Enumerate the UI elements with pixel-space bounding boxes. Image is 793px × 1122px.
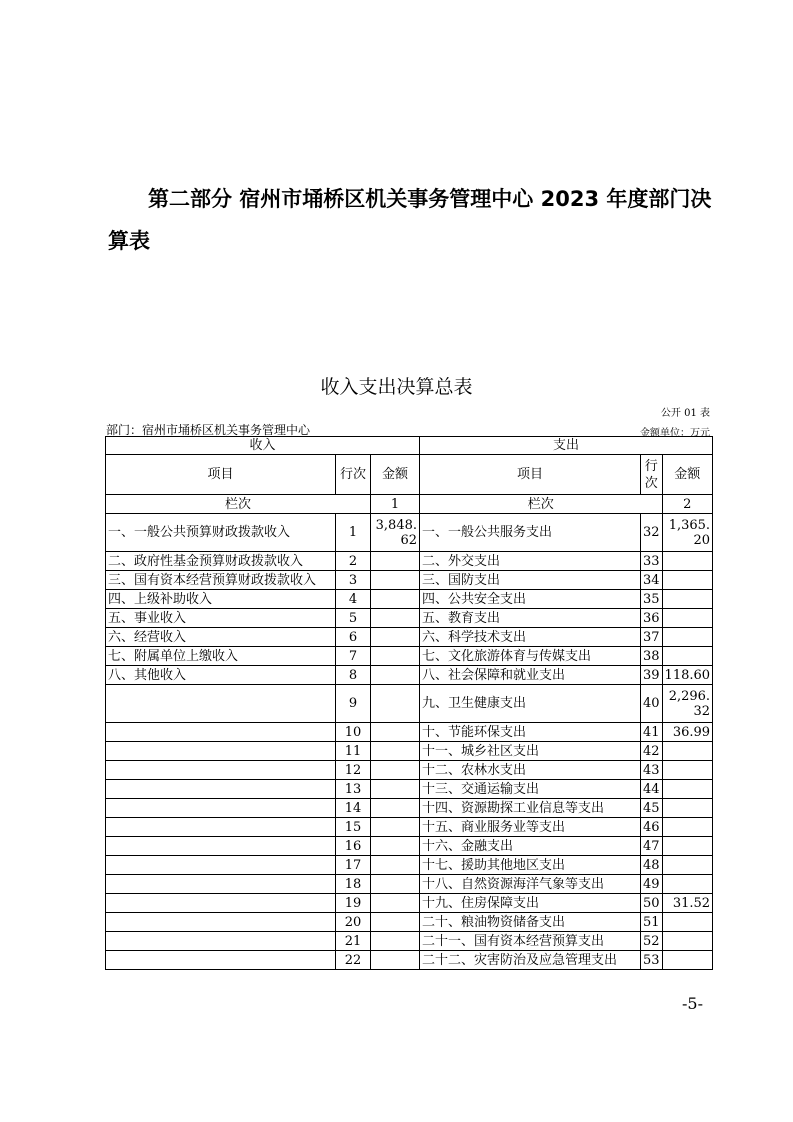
table-row — [106, 571, 713, 590]
income-item-cell — [106, 894, 336, 913]
income-amount-cell — [371, 552, 420, 571]
expense-amount-cell — [662, 818, 713, 837]
table-row — [106, 628, 713, 647]
income-amount-cell — [371, 894, 420, 913]
expense-line-cell: 49 — [641, 875, 663, 894]
income-line-cell: 10 — [336, 723, 371, 742]
table-row — [106, 609, 713, 628]
table-row — [106, 647, 713, 666]
expense-item-cell: 十五、商业服务业等支出 — [420, 818, 641, 837]
income-item-cell: 二、政府性基金预算财政拨款收入 — [106, 552, 336, 571]
income-amount-cell — [371, 913, 420, 932]
expense-item-cell: 十九、住房保障支出 — [420, 894, 641, 913]
income-line-cell: 16 — [336, 837, 371, 856]
income-item-cell: 一、一般公共预算财政拨款收入 — [106, 514, 336, 552]
income-line-cell: 12 — [336, 761, 371, 780]
income-item-cell — [106, 742, 336, 761]
table-row — [106, 761, 713, 780]
income-item-cell — [106, 856, 336, 875]
expense-col-label: 栏次 — [420, 495, 663, 514]
expense-line-cell: 42 — [641, 742, 663, 761]
expense-item-cell: 二、外交支出 — [420, 552, 641, 571]
expense-line-cell: 34 — [641, 571, 663, 590]
unit-label: 金额单位：万元 — [640, 428, 710, 439]
expense-amount-cell: 118.60 — [662, 666, 713, 685]
expense-line-cell: 37 — [641, 628, 663, 647]
income-line-cell: 2 — [336, 552, 371, 571]
table-row — [106, 780, 713, 799]
income-amount-cell — [371, 628, 420, 647]
expense-amount-cell: 2,296.32 — [662, 685, 713, 723]
expense-item-cell: 十、节能环保支出 — [420, 723, 641, 742]
income-line-cell: 1 — [336, 514, 371, 552]
income-line-cell: 18 — [336, 875, 371, 894]
expense-amount-cell — [662, 571, 713, 590]
expense-item-cell: 三、国防支出 — [420, 571, 641, 590]
expense-item-cell: 二十、粮油物资储备支出 — [420, 913, 641, 932]
income-item-cell — [106, 875, 336, 894]
income-amount-cell — [371, 837, 420, 856]
expense-line-cell: 51 — [641, 913, 663, 932]
income-amount-cell — [371, 571, 420, 590]
expense-amount-cell — [662, 552, 713, 571]
table-row — [106, 666, 713, 685]
expense-item-cell: 十六、金融支出 — [420, 837, 641, 856]
expense-line-cell: 32 — [641, 514, 663, 552]
expense-line-cell: 35 — [641, 590, 663, 609]
income-expense-table — [105, 436, 713, 970]
table-row — [106, 932, 713, 951]
expense-amount-cell: 31.52 — [662, 894, 713, 913]
income-item-cell: 七、附属单位上缴收入 — [106, 647, 336, 666]
expense-item-cell: 七、文化旅游体育与传媒支出 — [420, 647, 641, 666]
income-line-cell: 11 — [336, 742, 371, 761]
income-item-cell: 六、经营收入 — [106, 628, 336, 647]
table-row — [106, 723, 713, 742]
expense-line-cell: 36 — [641, 609, 663, 628]
expense-item-header: 项目 — [420, 455, 641, 495]
table-row — [106, 590, 713, 609]
expense-line-cell: 48 — [641, 856, 663, 875]
expense-item-cell: 九、卫生健康支出 — [420, 685, 641, 723]
income-line-cell: 15 — [336, 818, 371, 837]
expense-amount-cell — [662, 913, 713, 932]
table-row — [106, 514, 713, 552]
income-item-cell — [106, 780, 336, 799]
income-item-cell — [106, 723, 336, 742]
expense-item-cell: 十八、自然资源海洋气象等支出 — [420, 875, 641, 894]
table-row — [106, 685, 713, 723]
section-heading-line2: 算表 — [108, 229, 150, 253]
expense-line-cell: 41 — [641, 723, 663, 742]
income-amount-cell — [371, 780, 420, 799]
income-item-cell — [106, 818, 336, 837]
income-line-cell: 3 — [336, 571, 371, 590]
expense-amount-cell — [662, 875, 713, 894]
expense-amount-cell — [662, 742, 713, 761]
expense-amount-cell — [662, 590, 713, 609]
expense-line-cell: 44 — [641, 780, 663, 799]
table-row — [106, 913, 713, 932]
income-amount-cell — [371, 856, 420, 875]
expense-line-cell: 50 — [641, 894, 663, 913]
expense-line-cell: 46 — [641, 818, 663, 837]
income-col-number: 1 — [371, 495, 420, 514]
income-item-cell — [106, 913, 336, 932]
income-line-cell: 14 — [336, 799, 371, 818]
section-heading-line1: 第二部分 宿州市埇桥区机关事务管理中心 2023 年度部门决 — [148, 187, 712, 211]
department-label: 部门：宿州市埇桥区机关事务管理中心 — [106, 423, 311, 437]
table-row — [106, 799, 713, 818]
income-amount-cell: 3,848.62 — [371, 514, 420, 552]
page-number: -5- — [682, 994, 703, 1013]
income-line-cell: 17 — [336, 856, 371, 875]
income-item-cell: 三、国有资本经营预算财政拨款收入 — [106, 571, 336, 590]
expense-line-cell: 45 — [641, 799, 663, 818]
expense-item-cell: 五、教育支出 — [420, 609, 641, 628]
income-amount-cell — [371, 666, 420, 685]
expense-line-cell: 38 — [641, 647, 663, 666]
income-line-cell: 9 — [336, 685, 371, 723]
form-number: 公开 01 表 — [660, 408, 710, 419]
expense-line-header: 行次 — [641, 455, 663, 495]
expense-line-cell: 39 — [641, 666, 663, 685]
expense-amount-cell — [662, 780, 713, 799]
income-line-cell: 19 — [336, 894, 371, 913]
table-row — [106, 951, 713, 970]
income-item-cell — [106, 951, 336, 970]
income-amount-cell — [371, 799, 420, 818]
income-amount-cell — [371, 875, 420, 894]
expense-amount-cell — [662, 799, 713, 818]
income-line-cell: 8 — [336, 666, 371, 685]
expense-amount-cell — [662, 609, 713, 628]
income-line-cell: 13 — [336, 780, 371, 799]
expense-item-cell: 十一、城乡社区支出 — [420, 742, 641, 761]
expense-item-cell: 二十二、灾害防治及应急管理支出 — [420, 951, 641, 970]
income-item-cell: 八、其他收入 — [106, 666, 336, 685]
income-item-cell — [106, 932, 336, 951]
expense-line-cell: 33 — [641, 552, 663, 571]
income-header: 收入 — [106, 437, 420, 455]
income-amount-cell — [371, 818, 420, 837]
expense-amount-cell: 1,365.20 — [662, 514, 713, 552]
expense-amount-cell — [662, 932, 713, 951]
table-title: 收入支出决算总表 — [320, 376, 473, 398]
expense-amount-cell — [662, 856, 713, 875]
expense-item-cell: 二十一、国有资本经营预算支出 — [420, 932, 641, 951]
expense-item-cell: 六、科学技术支出 — [420, 628, 641, 647]
expense-amount-cell — [662, 837, 713, 856]
income-item-cell — [106, 685, 336, 723]
expense-item-cell: 十三、交通运输支出 — [420, 780, 641, 799]
table-subheader-row — [106, 455, 713, 495]
expense-amount-cell — [662, 647, 713, 666]
expense-line-cell: 52 — [641, 932, 663, 951]
income-amount-cell — [371, 761, 420, 780]
income-line-cell: 5 — [336, 609, 371, 628]
expense-amount-header: 金额 — [662, 455, 713, 495]
expense-item-cell: 一、一般公共服务支出 — [420, 514, 641, 552]
income-amount-cell — [371, 609, 420, 628]
income-item-cell — [106, 799, 336, 818]
income-amount-cell — [371, 723, 420, 742]
income-line-cell: 4 — [336, 590, 371, 609]
income-line-header: 行次 — [336, 455, 371, 495]
income-line-cell: 22 — [336, 951, 371, 970]
income-item-header: 项目 — [106, 455, 336, 495]
income-item-cell — [106, 837, 336, 856]
income-line-cell: 7 — [336, 647, 371, 666]
table-row — [106, 875, 713, 894]
income-item-cell — [106, 761, 336, 780]
expense-amount-cell — [662, 761, 713, 780]
table-row — [106, 552, 713, 571]
expense-item-cell: 八、社会保障和就业支出 — [420, 666, 641, 685]
table-row — [106, 856, 713, 875]
income-amount-cell — [371, 951, 420, 970]
section-heading — [108, 178, 712, 262]
table-row — [106, 742, 713, 761]
expense-item-cell: 十四、资源勘探工业信息等支出 — [420, 799, 641, 818]
expense-amount-cell — [662, 628, 713, 647]
table-row — [106, 818, 713, 837]
expense-header: 支出 — [420, 437, 713, 455]
column-index-row — [106, 495, 713, 514]
income-amount-cell — [371, 647, 420, 666]
expense-item-cell: 十二、农林水支出 — [420, 761, 641, 780]
income-amount-cell — [371, 932, 420, 951]
expense-col-number: 2 — [662, 495, 713, 514]
expense-amount-cell — [662, 951, 713, 970]
income-amount-cell — [371, 685, 420, 723]
income-amount-header: 金额 — [371, 455, 420, 495]
income-line-cell: 21 — [336, 932, 371, 951]
expense-amount-cell: 36.99 — [662, 723, 713, 742]
income-line-cell: 6 — [336, 628, 371, 647]
income-amount-cell — [371, 590, 420, 609]
income-item-cell: 四、上级补助收入 — [106, 590, 336, 609]
table-header-row — [106, 437, 713, 455]
income-amount-cell — [371, 742, 420, 761]
income-col-label: 栏次 — [106, 495, 371, 514]
expense-item-cell: 四、公共安全支出 — [420, 590, 641, 609]
expense-line-cell: 40 — [641, 685, 663, 723]
income-item-cell: 五、事业收入 — [106, 609, 336, 628]
income-line-cell: 20 — [336, 913, 371, 932]
expense-line-cell: 53 — [641, 951, 663, 970]
expense-line-cell: 43 — [641, 761, 663, 780]
table-row — [106, 894, 713, 913]
table-row — [106, 837, 713, 856]
expense-item-cell: 十七、援助其他地区支出 — [420, 856, 641, 875]
expense-line-cell: 47 — [641, 837, 663, 856]
